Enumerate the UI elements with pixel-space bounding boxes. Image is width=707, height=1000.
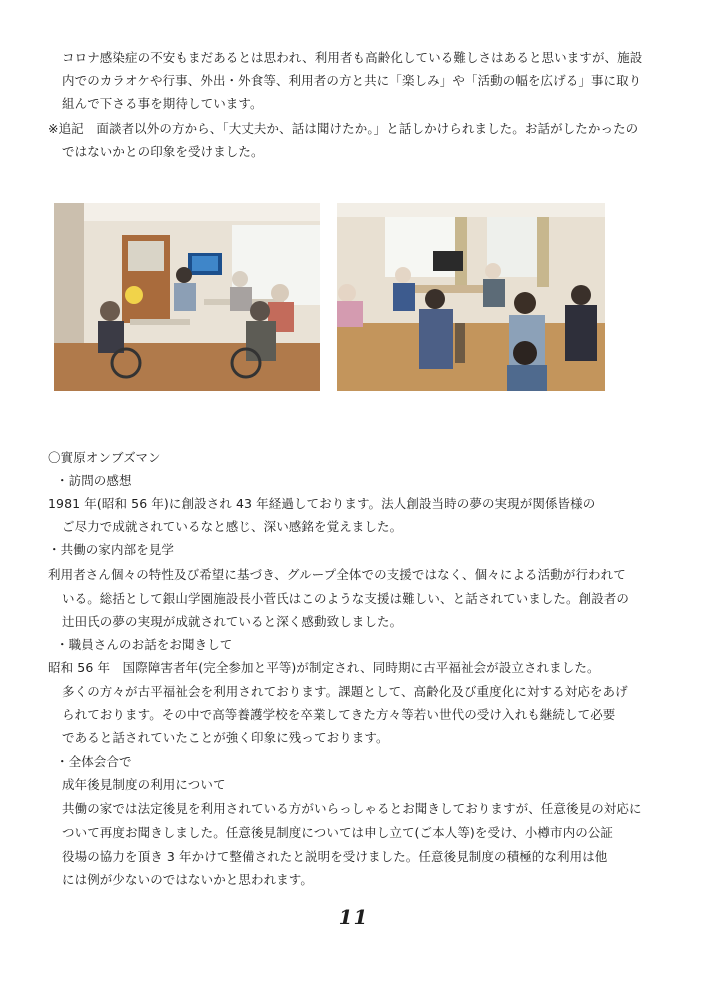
section-line-12: であると話されていたことが強く印象に残っております。 bbox=[62, 730, 389, 745]
section-line-9: 昭和 56 年 国際障害者年(完全参加と平等)が制定され、同時期に古平福祉会が設立されました。 bbox=[48, 660, 600, 675]
section-line-7: 辻田氏の夢の実現が成就されていると深く感動致しました。 bbox=[62, 614, 403, 629]
section-line-1: ・訪問の感想 bbox=[56, 473, 132, 488]
meeting-photo-right bbox=[337, 203, 605, 391]
section-line-11: られております。その中で高等養護学校を卒業してきた方々等若い世代の受け入れも継続して必要 bbox=[62, 707, 616, 722]
intro-line-3: 組んで下さる事を期待しています。 bbox=[62, 96, 263, 111]
page-number: 11 bbox=[338, 905, 369, 929]
intro-line-1: コロナ感染症の不安もまだあるとは思われ、利用者も高齢化している難しさはあると思いますが、施設 bbox=[62, 50, 643, 65]
section-line-3: ご尽力で成就されているなと感じ、深い感銘を覚えました。 bbox=[62, 519, 403, 534]
section-line-10: 多くの方々が古平福祉会を利用されております。課題として、高齢化及び重度化に対する対応をあげ bbox=[62, 684, 628, 699]
note-line-1: ※追記 面談者以外の方から、「大丈夫か、話は聞けたか。」と話しかけられました。お話がしたかったの bbox=[48, 121, 639, 136]
section-line-5: 利用者さん個々の特性及び希望に基づき、グループ全体での支援ではなく、個々による活動が行われて bbox=[48, 567, 626, 582]
section-line-18: には例が少ないのではないかと思われます。 bbox=[62, 872, 314, 887]
section-line-8: ・職員さんのお話をお聞きして bbox=[56, 637, 233, 652]
section-line-4: ・共働の家内部を見学 bbox=[48, 542, 175, 557]
section-line-14: 成年後見制度の利用について bbox=[62, 777, 226, 792]
facility-photo-left bbox=[54, 203, 320, 391]
note-line-2: ではないかとの印象を受けました。 bbox=[62, 144, 264, 159]
section-line-13: ・全体会合で bbox=[56, 754, 132, 769]
section-heading: 〇實原オンブズマン bbox=[48, 450, 161, 465]
section-line-15: 共働の家では法定後見を利用されている方がいらっしゃるとお聞きしておりますが、任意後見の対応に bbox=[62, 801, 642, 816]
intro-line-2: 内でのカラオケや行事、外出・外食等、利用者の方と共に「楽しみ」や「活動の幅を広げる」事に取り bbox=[62, 73, 642, 88]
section-line-17: 役場の協力を頂き 3 年かけて整備されたと説明を受けました。任意後見制度の積極的な利用は他 bbox=[62, 849, 608, 864]
section-line-16: ついて再度お聞きしました。任意後見制度については申し立て(ご本人等)を受け、小樽市内の公証 bbox=[62, 825, 614, 840]
section-line-2: 1981 年(昭和 56 年)に創設され 43 年経過しております。法人創設当時の夢の実現が関係皆様の bbox=[48, 496, 596, 511]
section-line-6: いる。総括として銀山学園施設長小菅氏はこのような支援は難しい、と話されていました。創設者の bbox=[62, 591, 630, 606]
